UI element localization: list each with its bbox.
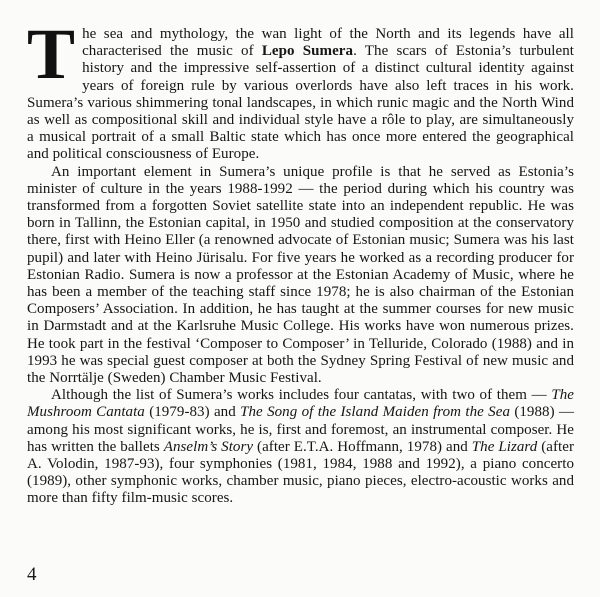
paragraph: [27, 164, 574, 388]
text-segment: The Lizard: [471, 438, 538, 455]
text-segment: Lepo Sumera: [261, 43, 354, 60]
article-body: [27, 14, 574, 508]
text-segment: The Mushroom Cantata: [27, 387, 574, 421]
text-segment: (after A. Volodin, 1987-93), four symphonies (1981, 1984, 1988 and 1992), a piano concerto (1989), other symphonic works, chamber music, piano pieces, electro-acoustic works and more than fifty film-music scores.: [27, 438, 574, 507]
text-segment: An important element in Sumera’s unique profile is that he served as Estonia’s minister of culture in the years 1988-1992 — the period during which his country was transformed from a forgotten Soviet satellite state into an independent republic. He was born in Tallinn, the Estonian capital, in 1950 and studied composition at the conservatory there, first with Heino Eller (a renowned advocate of Estonian music; Sumera was his last pupil) and later with Heino Jürisalu. For five years he worked as a recording producer for Estonian Radio. Sumera is now a professor at the Estonian Academy of Music, where he has been a member of the teaching staff since 1978; he is also chairman of the Estonian Composers’ Association. In addition, he has taught at the summer courses for new music in Darmstadt and at the Karlsruhe Music College. His works have won numerous prizes. He took part in the festival ‘Composer to Composer’ in Telluride, Colorado (1988) and in 1993 he was special guest composer at both the Sydney Spring Festival of new music and the Norrtälje (Sweden) Chamber Music Festival.: [27, 163, 574, 387]
paragraph: [27, 14, 574, 164]
text-segment: . The scars of Estonia’s turbulent history and the impressive self-assertion of a distinct cultural identity against years of foreign rule by various overlords have also left traces in his work. Sumera’s various shimmering tonal landscapes, in which runic magic and the North Wind as well as compositional skill and individual style have a rôle to play, are simultaneously a musical portrait of a small Baltic state which has once more entered the geographical and political consciousness of Europe.: [27, 43, 574, 163]
drop-cap: T: [27, 14, 76, 94]
text-segment: The Song of the Island Maiden from the Sea: [240, 404, 510, 421]
text-segment: (after E.T.A. Hoffmann, 1978) and: [253, 438, 472, 455]
page-number: 4: [27, 564, 37, 585]
paragraph: [27, 387, 574, 507]
text-segment: he sea and mythology, the wan light of the North and its legends have all characterised the music of: [82, 26, 574, 60]
text-segment: Anselm’s Story: [163, 438, 254, 455]
text-segment: (1979-83) and: [144, 404, 241, 421]
text-segment: (1988) — among his most significant works, he is, first and foremost, an instrumental composer. He has written the ballets: [27, 404, 574, 455]
text-segment: Although the list of Sumera’s works includes four cantatas, with two of them —: [51, 387, 552, 404]
